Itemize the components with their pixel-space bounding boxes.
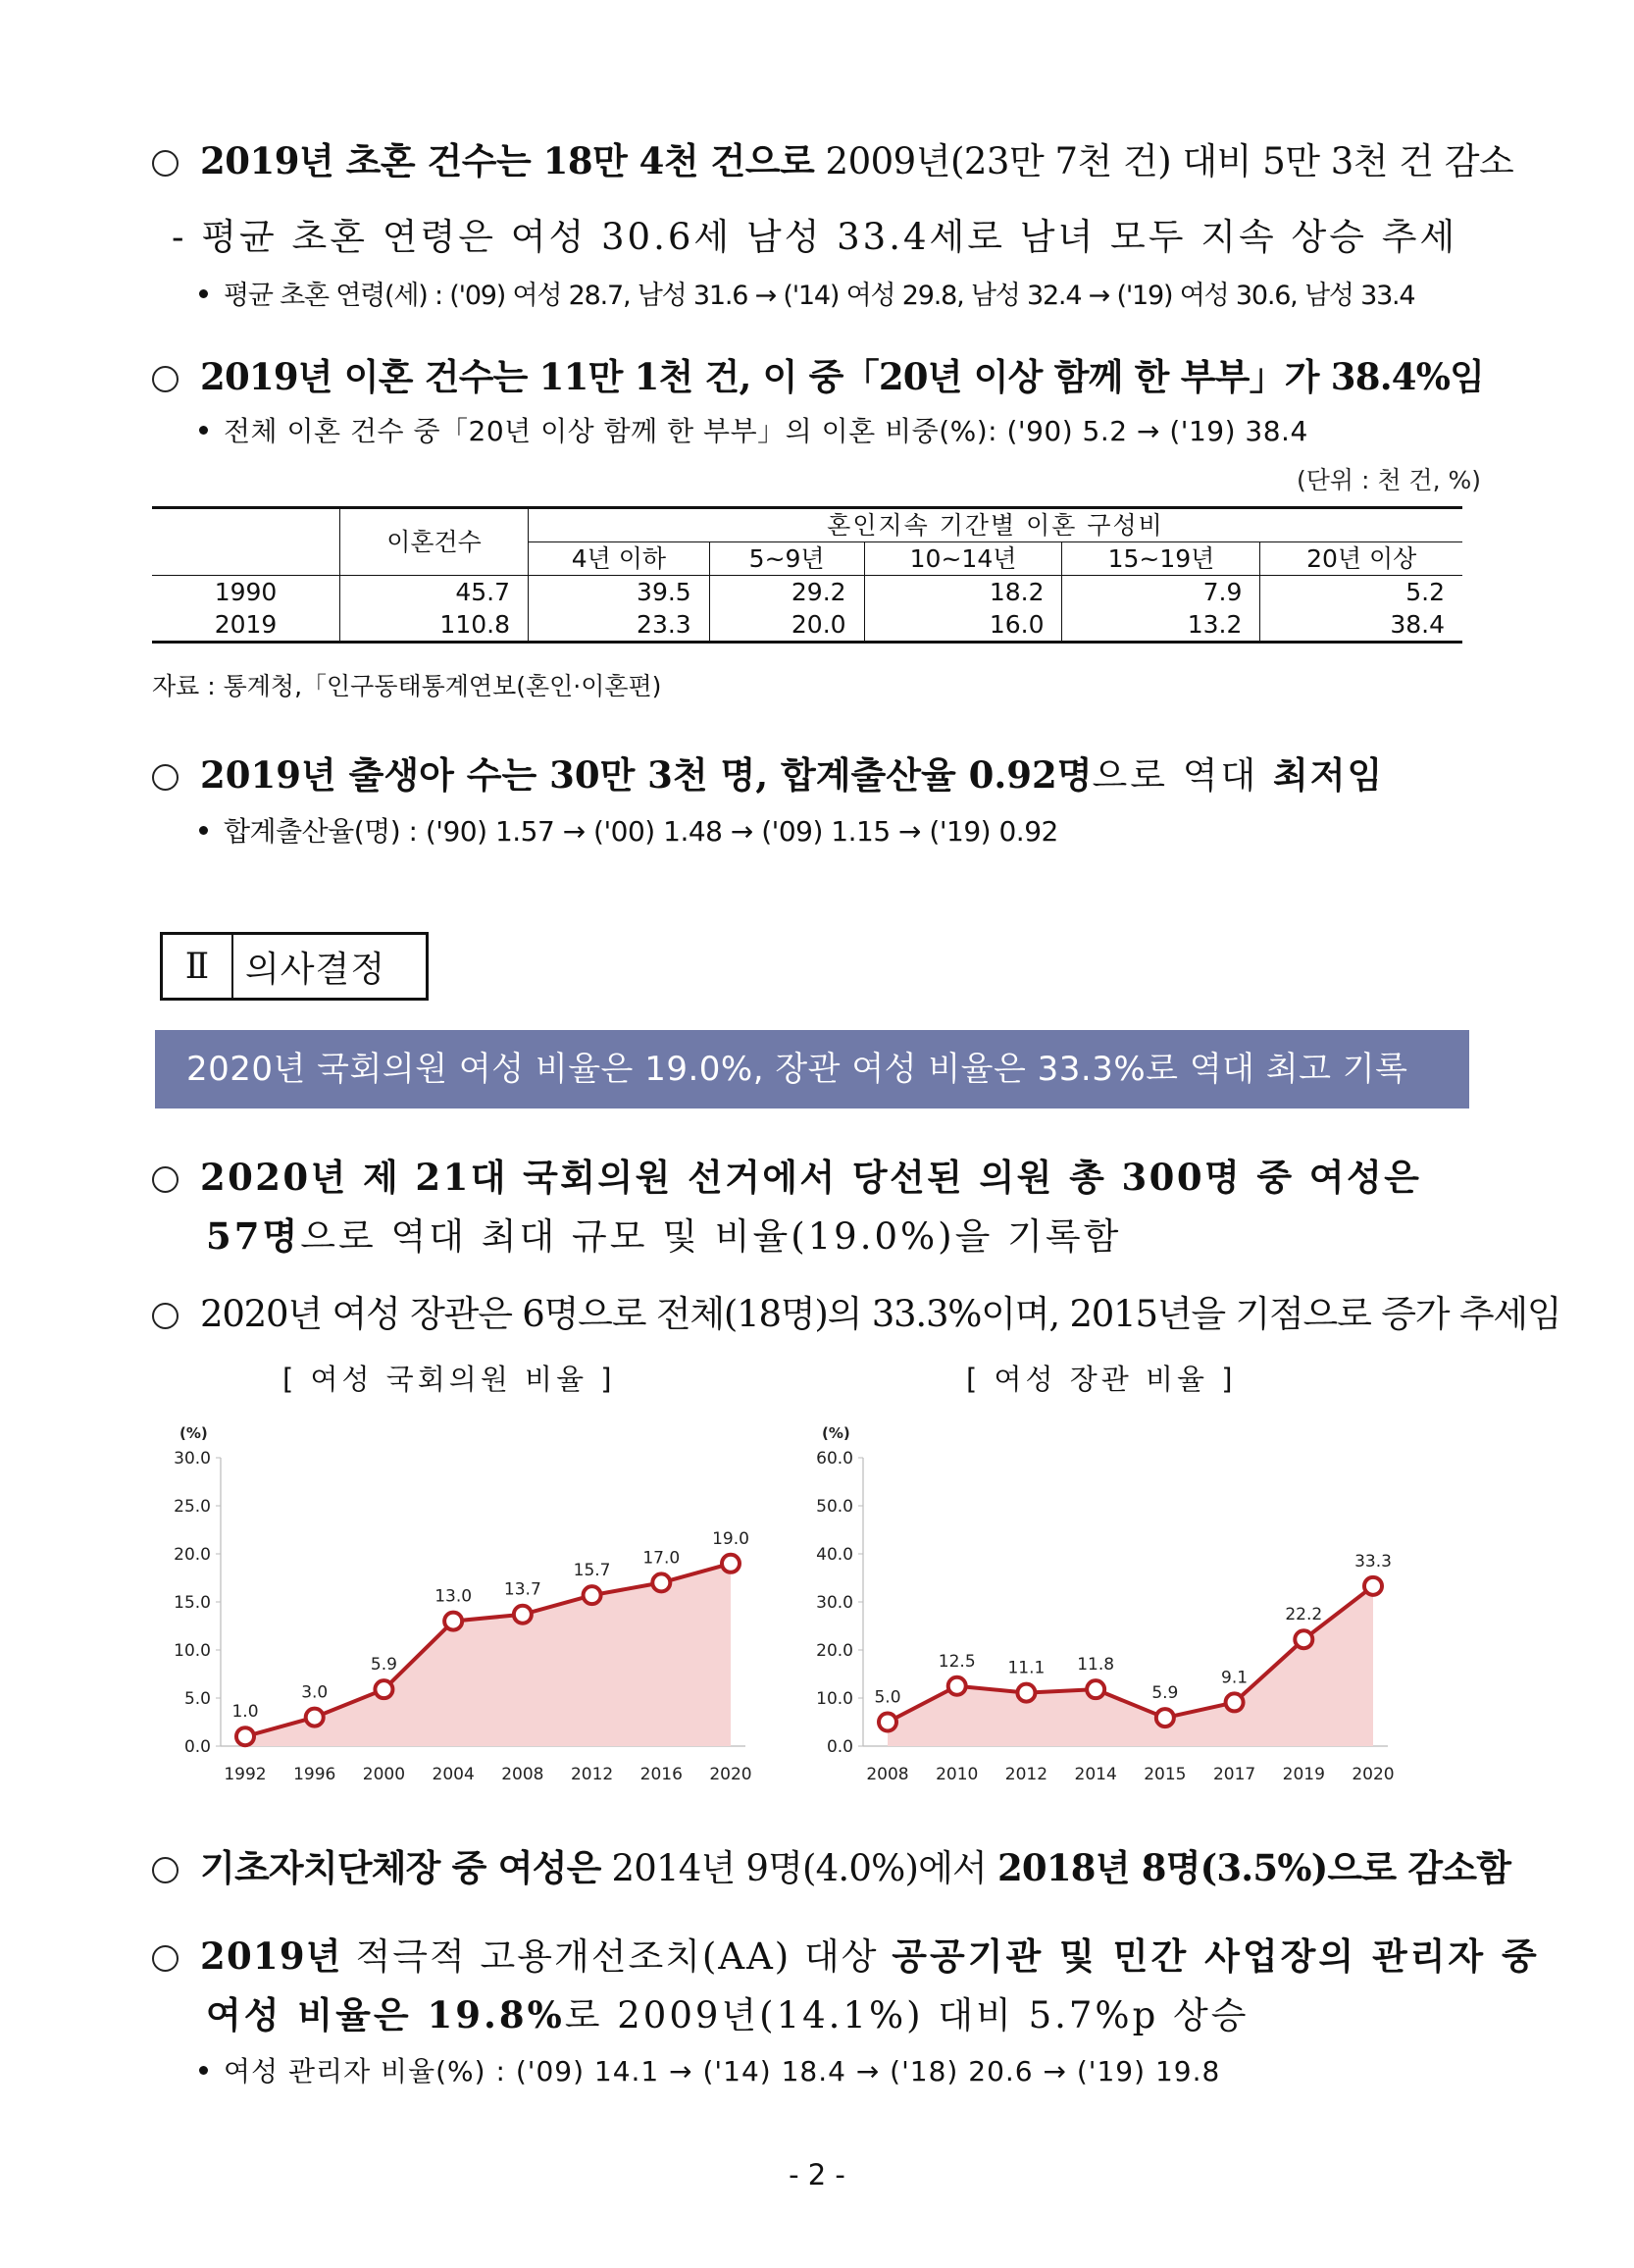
row-value: 38.4 [1390, 610, 1445, 639]
y-tick-label: 10.0 [816, 1689, 853, 1709]
local-gov-headline-bold: 기초자치단체장 중 여성은 [200, 1846, 601, 1889]
birth-headline-bold: 2019년 출생아 수는 30만 3천 명, 합계출산율 0.92명 [200, 753, 1093, 797]
x-tick-label: 2017 [1212, 1765, 1256, 1784]
x-tick-label: 1992 [224, 1765, 267, 1784]
sub-header: 20년 이상 [1306, 544, 1417, 573]
data-point [236, 1727, 254, 1745]
row-value: 13.2 [1062, 608, 1260, 643]
y-tick-label: 5.0 [183, 1689, 211, 1709]
x-tick-label: 2004 [432, 1765, 475, 1784]
dot-bullet-icon [199, 426, 208, 435]
page-number: - 2 - [789, 2158, 845, 2191]
data-label: 9.1 [1221, 1668, 1249, 1688]
x-tick-label: 1996 [293, 1765, 336, 1784]
circle-bullet-icon [152, 1166, 179, 1193]
assembly-headline-bold: 57명 [206, 1214, 301, 1258]
row-year: 1990 [152, 576, 340, 609]
aa-headline-cont-bold: 여성 비율은 19.8% [206, 1993, 565, 2036]
data-point [306, 1709, 324, 1727]
x-tick-label: 2010 [936, 1765, 979, 1784]
y-tick-label: 20.0 [816, 1641, 853, 1661]
x-tick-label: 2012 [1004, 1765, 1048, 1784]
y-axis-label: (%) [822, 1424, 850, 1442]
y-tick-label: 20.0 [174, 1545, 211, 1565]
aa-headline-mid: 적극적 고용개선조치(AA) 대상 [341, 1935, 893, 1978]
row-year: 2019 [152, 608, 340, 643]
y-tick-label: 30.0 [816, 1593, 853, 1613]
data-label: 5.9 [1151, 1683, 1179, 1704]
data-point [1226, 1693, 1244, 1711]
x-tick-label: 2016 [639, 1765, 683, 1784]
minister-headline-text: 2020년 여성 장관은 6명으로 전체(18명)의 33.3%이며, 2015년을 기점으로 증가 추세임 [200, 1293, 1561, 1335]
data-point [879, 1714, 896, 1731]
table-source: 자료 : 통계청,「인구동태통계연보(혼인·이혼편) [152, 672, 662, 700]
data-label: 13.7 [503, 1579, 541, 1600]
birth-headline-end: 최저임 [1273, 753, 1385, 797]
data-label: 17.0 [642, 1548, 681, 1569]
y-tick-label: 30.0 [174, 1449, 211, 1469]
birth-headline [152, 751, 1384, 799]
assembly-chart [157, 1422, 765, 1805]
data-point [1156, 1709, 1174, 1727]
data-point [1364, 1577, 1382, 1595]
y-tick-label: 60.0 [816, 1449, 853, 1469]
row-value: 29.2 [709, 576, 864, 609]
row-value: 5.2 [1405, 578, 1445, 606]
y-tick-label: 10.0 [174, 1641, 211, 1661]
sub-header: 10~14년 [864, 542, 1062, 576]
data-label: 5.9 [370, 1655, 397, 1675]
chart1-title: [ 여성 국회의원 비율 ] [282, 1363, 616, 1396]
data-point [375, 1680, 392, 1698]
data-point [1017, 1684, 1035, 1702]
aa-headline [152, 1933, 1540, 1981]
manager-ratio-detail-text: 여성 관리자 비율(%) : ('09) 14.1 → ('14) 18.4 → ('18) 20.6 → ('19) 19.8 [224, 2055, 1221, 2088]
x-tick-label: 2008 [866, 1765, 909, 1784]
divorce-headline [152, 353, 1484, 400]
table-unit: (단위 : 천 건, %) [1296, 466, 1481, 494]
section-number: Ⅱ [163, 935, 233, 998]
marriage-headline [152, 137, 1513, 185]
marriage-age-detail [201, 277, 1414, 316]
divorce-headline-text: 2019년 이혼 건수는 11만 1천 건, 이 중「20년 이상 함께 한 부부」가 38.4%임 [200, 355, 1485, 398]
data-point [948, 1677, 966, 1695]
x-tick-label: 2015 [1144, 1765, 1187, 1784]
dot-bullet-icon [199, 826, 208, 835]
col-total-header: 이혼건수 [340, 508, 529, 576]
data-point [514, 1606, 532, 1624]
birth-rate-detail-text: 합계출산율(명) : ('90) 1.57 → ('00) 1.48 → ('09) 1.15 → ('19) 0.92 [224, 815, 1058, 848]
x-tick-label: 2000 [362, 1765, 406, 1784]
y-tick-label: 25.0 [174, 1497, 211, 1517]
data-point [444, 1613, 462, 1630]
y-tick-label: 0.0 [183, 1737, 211, 1757]
sub-header: 4년 이하 [529, 542, 710, 576]
y-tick-label: 0.0 [826, 1737, 853, 1757]
minister-headline [152, 1291, 1560, 1338]
divorce-table [152, 506, 1462, 644]
section-header [160, 932, 429, 1001]
assembly-headline-cont [206, 1212, 1121, 1261]
summary-banner: 2020년 국회의원 여성 비율은 19.0%, 장관 여성 비율은 33.3%로 역대 최고 기록 [155, 1030, 1469, 1108]
aa-headline-end: 공공기관 및 민간 사업장의 관리자 중 [892, 1934, 1540, 1978]
chart2-title: [ 여성 장관 비율 ] [966, 1363, 1237, 1396]
data-label: 15.7 [573, 1561, 611, 1581]
data-point [1295, 1630, 1312, 1648]
circle-bullet-icon [152, 150, 179, 177]
assembly-headline [152, 1154, 1421, 1201]
aa-headline-cont-rest: 로 2009년(14.1%) 대비 5.7%p 상승 [564, 1994, 1250, 2036]
table-row [152, 576, 1462, 609]
data-label: 19.0 [712, 1528, 749, 1549]
dot-bullet-icon [199, 289, 208, 298]
x-tick-label: 2014 [1074, 1765, 1117, 1784]
data-label: 11.1 [1007, 1658, 1046, 1678]
local-gov-headline-mid: 2014년 9명(4.0%)에서 [600, 1847, 997, 1889]
circle-bullet-icon [152, 366, 179, 392]
manager-ratio-detail [201, 2052, 1220, 2091]
y-tick-label: 50.0 [816, 1497, 853, 1517]
x-tick-label: 2020 [1352, 1765, 1395, 1784]
circle-bullet-icon [152, 1303, 179, 1329]
x-tick-label: 2020 [709, 1765, 752, 1784]
x-tick-label: 2008 [501, 1765, 544, 1784]
marriage-headline-bold: 2019년 초혼 건수는 18만 4천 건으로 [200, 139, 815, 182]
x-tick-label: 2012 [570, 1765, 614, 1784]
row-value: 39.5 [529, 576, 710, 609]
data-point [1087, 1680, 1104, 1698]
marriage-age-line: - 평균 초혼 연령은 여성 30.6세 남성 33.4세로 남녀 모두 지속 상승 추세 [172, 216, 1458, 258]
birth-headline-rest: 으로 역대 [1092, 754, 1274, 797]
data-label: 22.2 [1285, 1605, 1323, 1625]
data-label: 33.3 [1354, 1551, 1392, 1572]
sub-header: 15~19년 [1062, 542, 1260, 576]
assembly-headline-text: 2020년 제 21대 국회의원 선거에서 당선된 의원 총 300명 중 여성은 [200, 1156, 1422, 1199]
minister-chart [799, 1422, 1407, 1805]
row-value: 16.0 [864, 608, 1062, 643]
data-point [722, 1555, 740, 1572]
row-value: 18.2 [864, 576, 1062, 609]
aa-headline-bold: 2019년 [200, 1934, 342, 1978]
circle-bullet-icon [152, 1945, 179, 1972]
circle-bullet-icon [152, 1857, 179, 1883]
dot-bullet-icon [199, 2066, 208, 2075]
table-row [152, 608, 1462, 643]
local-gov-headline [152, 1844, 1510, 1892]
marriage-age-detail-text: 평균 초혼 연령(세) : ('09) 여성 28.7, 남성 31.6 → ('14) 여성 29.8, 남성 32.4 → ('19) 여성 30.6, 남성 33.4 [224, 281, 1415, 311]
row-value: 7.9 [1062, 576, 1260, 609]
row-value: 20.0 [709, 608, 864, 643]
data-label: 1.0 [231, 1702, 259, 1723]
section-title: 의사결정 [245, 949, 386, 990]
data-label: 12.5 [938, 1651, 976, 1672]
assembly-headline-rest: 으로 역대 최대 규모 및 비율(19.0%)을 기록함 [300, 1215, 1122, 1258]
sub-header: 5~9년 [709, 542, 864, 576]
marriage-headline-rest: 2009년(23만 7천 건) 대비 5만 3천 건 감소 [814, 140, 1514, 182]
y-axis-label: (%) [179, 1424, 208, 1442]
data-point [584, 1586, 601, 1604]
divorce-share-detail [201, 412, 1308, 451]
data-label: 3.0 [301, 1682, 329, 1703]
data-point [652, 1573, 670, 1591]
data-label: 11.8 [1077, 1655, 1115, 1675]
birth-rate-detail [201, 812, 1058, 851]
local-gov-headline-end: 2018년 8명(3.5%)으로 감소함 [996, 1846, 1511, 1889]
x-tick-label: 2019 [1282, 1765, 1325, 1784]
divorce-share-detail-text: 전체 이혼 건수 중「20년 이상 함께 한 부부」의 이혼 비중(%): ('90) 5.2 → ('19) 38.4 [224, 415, 1308, 447]
aa-headline-cont [206, 1991, 1250, 2039]
row-total: 110.8 [340, 608, 529, 643]
row-value: 23.3 [529, 608, 710, 643]
row-total: 45.7 [340, 576, 529, 609]
data-label: 13.0 [434, 1586, 473, 1607]
y-tick-label: 40.0 [816, 1545, 853, 1565]
col-group-header: 혼인지속 기간별 이혼 구성비 [529, 508, 1463, 542]
circle-bullet-icon [152, 764, 179, 791]
y-tick-label: 15.0 [174, 1593, 211, 1613]
data-label: 5.0 [874, 1687, 901, 1708]
